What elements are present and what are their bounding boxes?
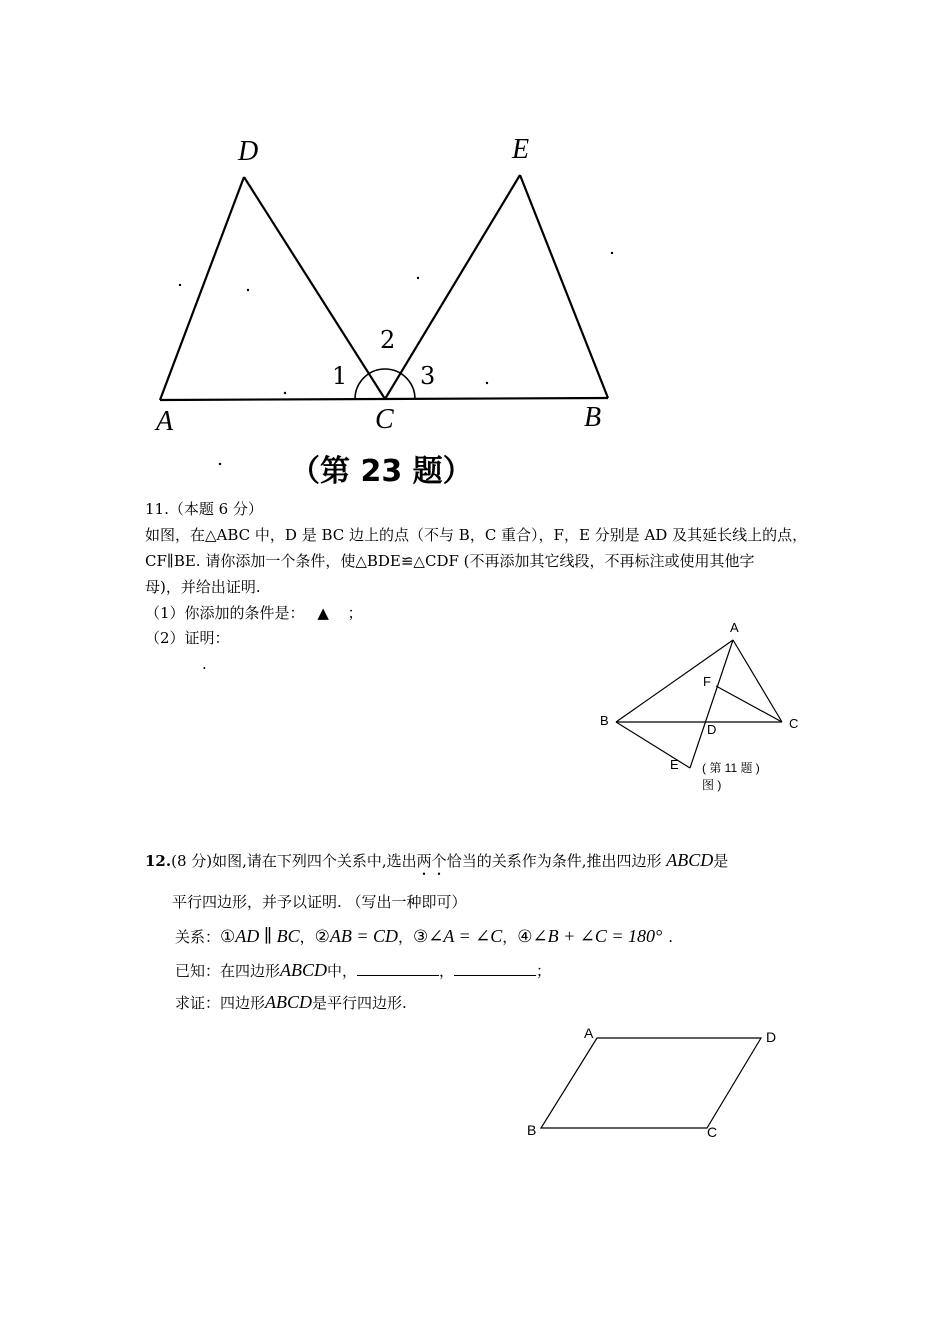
q12-prove-a: 求证：四边形 (175, 994, 266, 1012)
point-label-D: D (238, 136, 259, 167)
parallelogram-ABCD (541, 1038, 761, 1128)
q12-given-end: ； (536, 962, 552, 980)
relation-4-mark: ④ (517, 927, 533, 947)
angle-label-1: 1 (332, 362, 348, 390)
fig12-label-A: A (584, 1025, 594, 1041)
relation-end: . (668, 928, 673, 946)
figure-23-caption: （第 23 题） (290, 454, 473, 489)
q11-part1-end: ； (347, 604, 363, 622)
angle-arc (355, 369, 415, 399)
fig11-caption-line1: ( 第 11 题 ) (702, 761, 760, 775)
relation-3: ∠A = ∠C (428, 926, 503, 946)
fig11-label-B: B (600, 713, 609, 728)
segment-DC (244, 177, 385, 399)
fig11-label-D: D (707, 722, 717, 737)
segment-FC (716, 686, 782, 722)
q12-relations (175, 924, 673, 949)
q12-given (175, 958, 551, 983)
q11-heading: 11.（本题 6 分） (145, 500, 263, 518)
segment-EB (520, 175, 608, 398)
relation-2: AB = CD (329, 926, 398, 946)
q12-given-quad: ABCD (280, 960, 328, 980)
fig12-label-C: C (707, 1124, 718, 1140)
q12-heading: 12. (145, 852, 172, 870)
fig11-label-E: E (670, 757, 679, 772)
point-label-A: A (156, 406, 174, 437)
relation-sep-3: ， (502, 928, 518, 946)
q12-given-b: 中， (327, 962, 358, 980)
q12-intro-c: 是 (713, 852, 729, 870)
q12-intro (145, 848, 728, 879)
q12-line2: 平行四边形，并予以证明. （写出一种即可） (172, 893, 467, 911)
q11-part1-label: （1）你添加的条件是： (145, 604, 305, 622)
fig12-label-B: B (527, 1122, 537, 1138)
point-label-E: E (512, 134, 530, 165)
segment-AB (616, 640, 733, 722)
q11-line2: CF∥BE. 请你添加一个条件，使△BDE≌△CDF (不再添加其它线段，不再标注或使用其他字 (145, 552, 755, 570)
segment-AE (690, 640, 733, 768)
q11-line3: 母)，并给出证明. (145, 578, 261, 596)
given-blank-1[interactable] (357, 959, 439, 976)
segment-CE (385, 175, 520, 399)
fig11-caption-line2: 图 ) (702, 778, 722, 792)
q11-line1: 如图，在△ABC 中，D 是 BC 边上的点（不与 B，C 重合），F，E 分别是 AD 及其延长线上的点， (145, 526, 808, 544)
fig11-label-C: C (789, 716, 799, 731)
q12-relations-label: 关系： (175, 928, 221, 946)
angle-label-3: 3 (420, 362, 436, 390)
q12-prove-b: 是平行四边形. (312, 994, 407, 1012)
q12-quad: ABCD (666, 850, 714, 870)
fig12-label-D: D (766, 1029, 777, 1045)
q12-given-a: 已知：在四边形 (175, 962, 281, 980)
segment-AD (160, 177, 244, 400)
q12-given-comma: ， (439, 962, 455, 980)
relation-4: ∠B + ∠C = 180° (532, 926, 663, 946)
segment-AC (733, 640, 782, 722)
relation-1: AD ∥ BC (235, 926, 300, 946)
answer-placeholder-triangle: ▲ (317, 604, 329, 622)
q12-intro-dotted: 两个 (416, 852, 447, 870)
point-label-B: B (584, 402, 602, 433)
figure-23 (0, 0, 950, 500)
q12-prove (175, 990, 407, 1015)
relation-1-mark: ① (220, 927, 236, 947)
relation-sep-2: ， (398, 928, 414, 946)
q11-part2: （2）证明： (145, 629, 230, 647)
angle-label-2: 2 (380, 326, 396, 354)
stray-dot: . (202, 655, 207, 673)
fig11-label-F: F (703, 674, 711, 689)
figure-23-lines (0, 0, 950, 500)
fig11-label-A: A (730, 620, 739, 635)
relation-2-mark: ② (314, 927, 330, 947)
figure-12 (0, 1020, 950, 1150)
relation-sep-1: ， (299, 928, 315, 946)
q12-intro-b: 恰当的关系作为条件,推出四边形 (446, 852, 662, 870)
point-label-C: C (375, 404, 394, 435)
q12-intro-a: (8 分)如图,请在下列四个关系中,选出 (171, 852, 417, 870)
figure-11 (0, 600, 950, 810)
relation-3-mark: ③ (413, 927, 429, 947)
q12-prove-quad: ABCD (265, 992, 313, 1012)
given-blank-2[interactable] (454, 959, 536, 976)
